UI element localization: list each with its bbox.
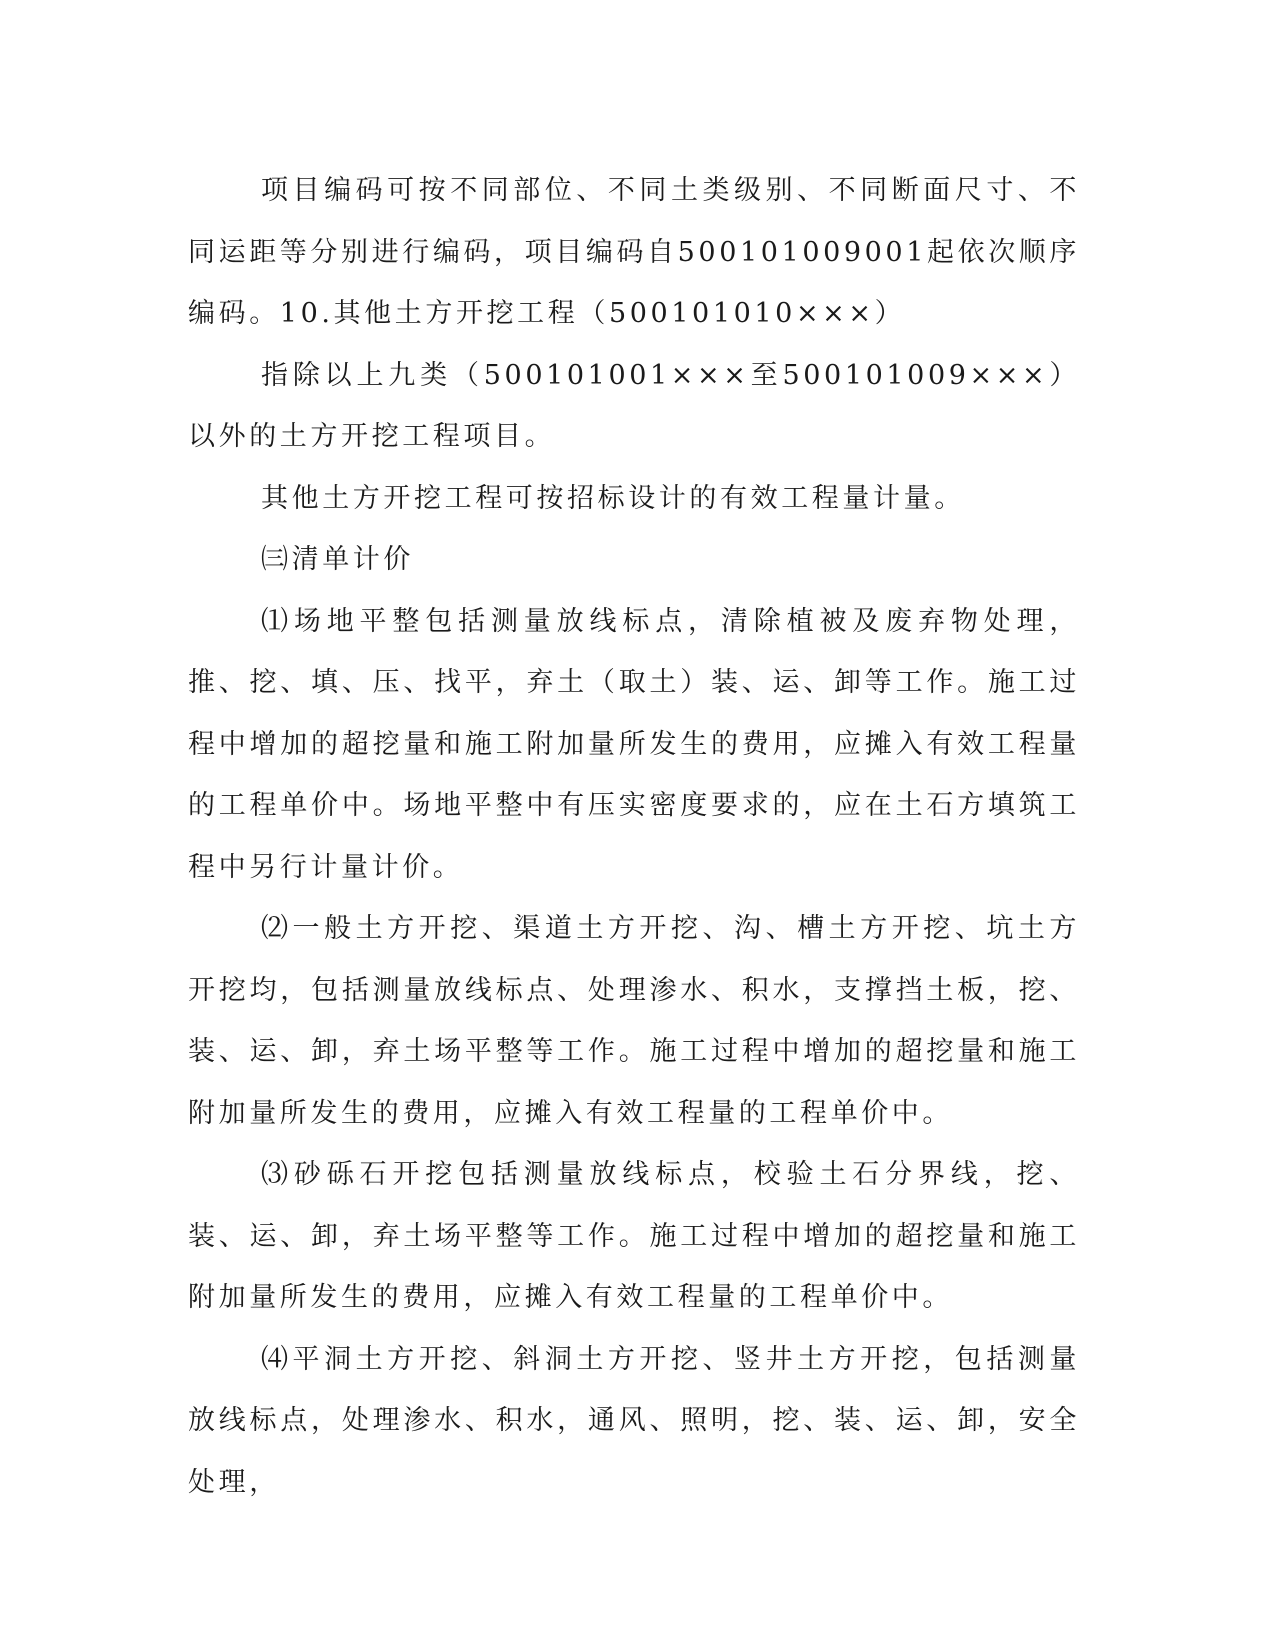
paragraph-site-leveling: ⑴场地平整包括测量放线标点，清除植被及废弃物处理，推、挖、填、压、找平，弃土（取土）装、运、卸等工作。施工过程中增加的超挖量和施工附加量所发生的费用，应摊入有效工程量的工程单价中。场地平整中有压实密度要求的，应在土石方填筑工程中另行计量计价。: [188, 605, 1080, 883]
paragraph-tunnel-excavation: ⑷平洞土方开挖、斜洞土方开挖、竖井土方开挖，包括测量放线标点，处理渗水、积水，通风、照明，挖、装、运、卸，安全处理，: [188, 1343, 1080, 1498]
paragraph-general-excavation: ⑵一般土方开挖、渠道土方开挖、沟、槽土方开挖、坑土方开挖均，包括测量放线标点、处理渗水、积水，支撑挡土板，挖、装、运、卸，弃土场平整等工作。施工过程中增加的超挖量和施工附加量所发生的费用，应摊入有效工程量的工程单价中。: [188, 913, 1080, 1129]
section-heading-bill-pricing: ㈢清单计价: [261, 544, 414, 575]
document-body: [188, 160, 1080, 1513]
paragraph-other-excavation-measurement: 其他土方开挖工程可按招标设计的有效工程量计量。: [261, 482, 965, 514]
paragraph-other-excavation-definition: 指除以上九类（500101001×××至500101009×××）以外的土方开挖工程项目。: [188, 359, 1080, 452]
paragraph-item-coding: 项目编码可按不同部位、不同土类级别、不同断面尺寸、不同运距等分别进行编码，项目编码自500101009001起依次顺序编码。10.其他土方开挖工程（500101010×××）: [188, 175, 1080, 329]
paragraph-gravel-excavation: ⑶砂砾石开挖包括测量放线标点，校验土石分界线，挖、装、运、卸，弃土场平整等工作。施工过程中增加的超挖量和施工附加量所发生的费用，应摊入有效工程量的工程单价中。: [188, 1159, 1080, 1313]
